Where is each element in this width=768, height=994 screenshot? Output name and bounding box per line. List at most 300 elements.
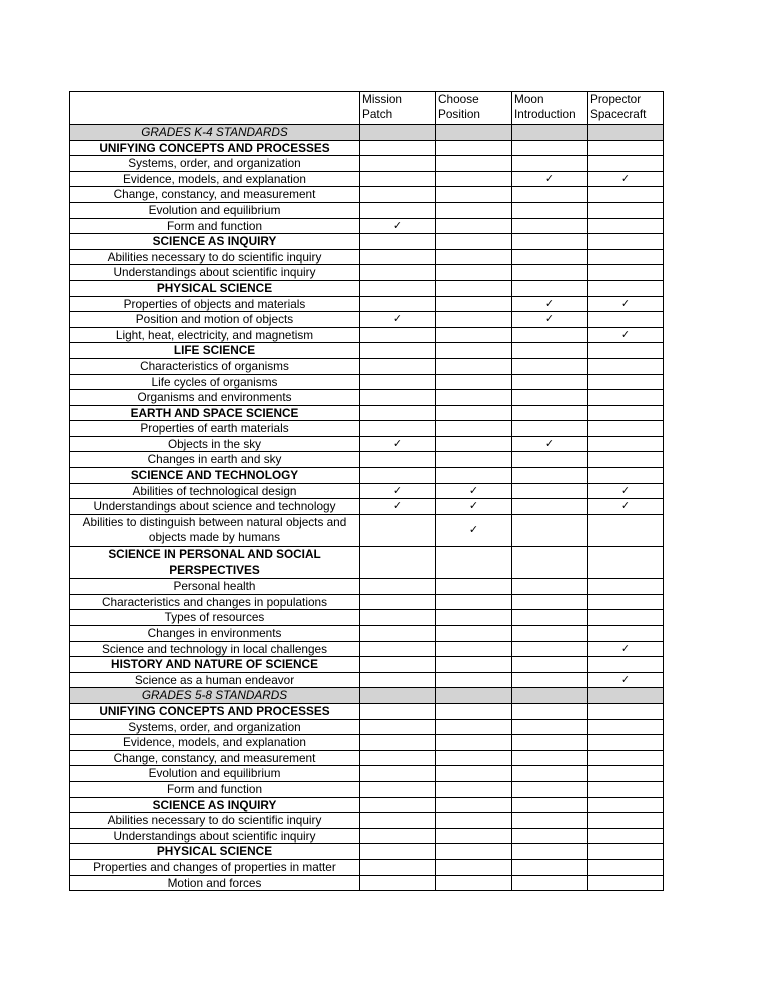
check-cell xyxy=(360,421,436,437)
check-cell xyxy=(360,688,436,704)
check-cell xyxy=(588,171,664,187)
check-cell xyxy=(360,781,436,797)
check-cell xyxy=(436,140,512,156)
standard-row xyxy=(70,735,664,751)
check-cell xyxy=(360,547,436,579)
check-cell xyxy=(512,828,588,844)
standard-label: Form and function xyxy=(70,781,360,797)
standard-label: GRADES K-4 STANDARDS xyxy=(70,125,360,141)
check-cell xyxy=(360,156,436,172)
check-cell xyxy=(512,125,588,141)
check-cell xyxy=(436,468,512,484)
check-cell xyxy=(512,312,588,328)
standards-table xyxy=(69,91,664,891)
standard-label: SCIENCE AND TECHNOLOGY xyxy=(70,468,360,484)
check-cell xyxy=(512,750,588,766)
standard-label: Evolution and equilibrium xyxy=(70,202,360,218)
check-cell xyxy=(360,187,436,203)
standard-label: UNIFYING CONCEPTS AND PROCESSES xyxy=(70,140,360,156)
check-icon: ✓ xyxy=(544,296,555,310)
category-row xyxy=(70,547,664,579)
check-cell xyxy=(588,483,664,499)
check-cell xyxy=(436,703,512,719)
check-cell xyxy=(588,875,664,891)
check-cell xyxy=(588,781,664,797)
category-row xyxy=(70,234,664,250)
check-cell xyxy=(588,374,664,390)
check-cell xyxy=(436,641,512,657)
check-cell xyxy=(588,514,664,546)
check-cell xyxy=(436,405,512,421)
check-icon: ✓ xyxy=(620,641,631,655)
standard-label: Objects in the sky xyxy=(70,436,360,452)
check-cell xyxy=(512,280,588,296)
check-icon: ✓ xyxy=(392,499,403,513)
standard-label: Organisms and environments xyxy=(70,390,360,406)
check-cell xyxy=(588,657,664,673)
check-cell xyxy=(360,140,436,156)
standard-label: SCIENCE AS INQUIRY xyxy=(70,797,360,813)
check-cell xyxy=(588,547,664,579)
standard-row xyxy=(70,187,664,203)
check-cell xyxy=(436,766,512,782)
check-cell xyxy=(512,343,588,359)
check-cell xyxy=(512,688,588,704)
check-cell xyxy=(360,374,436,390)
check-cell xyxy=(512,735,588,751)
check-cell xyxy=(512,672,588,688)
check-cell xyxy=(588,202,664,218)
check-icon: ✓ xyxy=(392,218,403,232)
standard-label: Abilities necessary to do scientific inquiry xyxy=(70,249,360,265)
standard-row xyxy=(70,594,664,610)
check-cell xyxy=(588,390,664,406)
check-cell xyxy=(436,218,512,234)
check-cell xyxy=(588,249,664,265)
check-cell xyxy=(588,735,664,751)
category-row xyxy=(70,703,664,719)
check-cell xyxy=(436,688,512,704)
standard-row xyxy=(70,374,664,390)
check-cell xyxy=(588,813,664,829)
category-row xyxy=(70,468,664,484)
check-cell xyxy=(588,452,664,468)
standard-row xyxy=(70,626,664,642)
standard-row xyxy=(70,249,664,265)
check-cell xyxy=(360,719,436,735)
check-cell xyxy=(512,594,588,610)
check-cell xyxy=(436,390,512,406)
check-cell xyxy=(436,828,512,844)
check-cell xyxy=(360,844,436,860)
check-cell xyxy=(512,468,588,484)
check-cell xyxy=(588,436,664,452)
check-cell xyxy=(588,468,664,484)
check-cell xyxy=(588,844,664,860)
check-cell xyxy=(436,234,512,250)
standard-row xyxy=(70,514,664,546)
check-cell xyxy=(436,187,512,203)
check-cell xyxy=(436,594,512,610)
check-icon: ✓ xyxy=(468,523,479,537)
category-row xyxy=(70,844,664,860)
check-cell xyxy=(588,343,664,359)
check-cell xyxy=(436,547,512,579)
check-cell xyxy=(512,483,588,499)
check-cell xyxy=(588,859,664,875)
standard-label: Systems, order, and organization xyxy=(70,156,360,172)
check-cell xyxy=(512,327,588,343)
check-cell xyxy=(512,641,588,657)
check-cell xyxy=(512,514,588,546)
standard-label: Evidence, models, and explanation xyxy=(70,171,360,187)
standard-row xyxy=(70,156,664,172)
check-cell xyxy=(512,766,588,782)
check-cell xyxy=(512,859,588,875)
standard-label: Science as a human endeavor xyxy=(70,672,360,688)
category-row xyxy=(70,280,664,296)
check-icon: ✓ xyxy=(392,483,403,497)
check-cell xyxy=(360,296,436,312)
check-cell xyxy=(436,579,512,595)
standard-label: Abilities to distinguish between natural objects and objects made by humans xyxy=(70,514,360,546)
category-row xyxy=(70,405,664,421)
standard-label: Understandings about scientific inquiry xyxy=(70,828,360,844)
check-cell xyxy=(512,296,588,312)
standard-label: Changes in environments xyxy=(70,626,360,642)
check-cell xyxy=(512,249,588,265)
check-cell xyxy=(436,672,512,688)
check-cell xyxy=(360,859,436,875)
standard-row xyxy=(70,296,664,312)
check-cell xyxy=(588,766,664,782)
check-cell xyxy=(436,735,512,751)
standard-label: EARTH AND SPACE SCIENCE xyxy=(70,405,360,421)
check-cell xyxy=(512,875,588,891)
check-cell xyxy=(588,719,664,735)
standard-row xyxy=(70,483,664,499)
check-cell xyxy=(588,499,664,515)
column-header-choose-position: Choose Position xyxy=(436,92,512,125)
check-icon: ✓ xyxy=(468,483,479,497)
standard-label: Properties and changes of properties in matter xyxy=(70,859,360,875)
check-icon: ✓ xyxy=(620,483,631,497)
check-cell xyxy=(436,280,512,296)
check-cell xyxy=(360,735,436,751)
standard-label: SCIENCE IN PERSONAL AND SOCIAL PERSPECTIVES xyxy=(70,547,360,579)
check-cell xyxy=(512,265,588,281)
check-cell xyxy=(360,514,436,546)
check-cell xyxy=(436,781,512,797)
standard-label: Characteristics and changes in populations xyxy=(70,594,360,610)
standard-label: Evolution and equilibrium xyxy=(70,766,360,782)
check-cell xyxy=(588,296,664,312)
check-cell xyxy=(360,202,436,218)
grade-band-row xyxy=(70,125,664,141)
check-cell xyxy=(588,265,664,281)
standard-row xyxy=(70,452,664,468)
standard-row xyxy=(70,875,664,891)
standard-row xyxy=(70,672,664,688)
check-cell xyxy=(512,140,588,156)
check-cell xyxy=(436,452,512,468)
check-cell xyxy=(512,202,588,218)
check-cell xyxy=(360,626,436,642)
check-cell xyxy=(512,405,588,421)
check-cell xyxy=(360,452,436,468)
check-icon: ✓ xyxy=(544,312,555,326)
check-cell xyxy=(436,312,512,328)
check-cell xyxy=(436,499,512,515)
standard-row xyxy=(70,202,664,218)
standard-label: Understandings about scientific inquiry xyxy=(70,265,360,281)
header-blank-cell xyxy=(70,92,360,125)
check-cell xyxy=(512,218,588,234)
check-icon: ✓ xyxy=(620,499,631,513)
check-cell xyxy=(360,280,436,296)
check-cell xyxy=(588,672,664,688)
check-icon: ✓ xyxy=(620,171,631,185)
check-cell xyxy=(436,327,512,343)
check-icon: ✓ xyxy=(392,312,403,326)
standard-row xyxy=(70,358,664,374)
standard-row xyxy=(70,265,664,281)
check-cell xyxy=(512,626,588,642)
check-cell xyxy=(360,672,436,688)
check-cell xyxy=(360,875,436,891)
category-row xyxy=(70,657,664,673)
check-cell xyxy=(436,202,512,218)
standard-label: Abilities of technological design xyxy=(70,483,360,499)
check-cell xyxy=(512,421,588,437)
standard-label: HISTORY AND NATURE OF SCIENCE xyxy=(70,657,360,673)
check-cell xyxy=(588,405,664,421)
check-cell xyxy=(436,358,512,374)
column-header-moon-introduction: Moon Introduction xyxy=(512,92,588,125)
check-cell xyxy=(436,813,512,829)
check-cell xyxy=(360,327,436,343)
check-cell xyxy=(512,452,588,468)
check-cell xyxy=(588,797,664,813)
check-cell xyxy=(588,125,664,141)
check-cell xyxy=(588,187,664,203)
check-cell xyxy=(512,234,588,250)
standard-label: Characteristics of organisms xyxy=(70,358,360,374)
check-cell xyxy=(436,265,512,281)
standard-row xyxy=(70,327,664,343)
check-icon: ✓ xyxy=(620,672,631,686)
check-cell xyxy=(512,703,588,719)
check-cell xyxy=(360,641,436,657)
standard-row xyxy=(70,828,664,844)
standard-row xyxy=(70,579,664,595)
check-cell xyxy=(436,483,512,499)
standard-label: Abilities necessary to do scientific inquiry xyxy=(70,813,360,829)
check-cell xyxy=(360,703,436,719)
check-cell xyxy=(360,405,436,421)
check-cell xyxy=(512,499,588,515)
check-cell xyxy=(588,234,664,250)
standard-label: Motion and forces xyxy=(70,875,360,891)
check-cell xyxy=(512,358,588,374)
standard-label: Types of resources xyxy=(70,610,360,626)
check-cell xyxy=(436,719,512,735)
check-cell xyxy=(360,343,436,359)
check-cell xyxy=(360,797,436,813)
column-header-mission-patch: Mission Patch xyxy=(360,92,436,125)
check-icon: ✓ xyxy=(544,436,555,450)
check-cell xyxy=(588,218,664,234)
check-cell xyxy=(360,813,436,829)
check-cell xyxy=(512,657,588,673)
check-cell xyxy=(588,421,664,437)
check-cell xyxy=(588,140,664,156)
check-cell xyxy=(512,781,588,797)
check-cell xyxy=(360,358,436,374)
check-cell xyxy=(588,688,664,704)
check-cell xyxy=(360,828,436,844)
check-cell xyxy=(360,657,436,673)
check-cell xyxy=(436,875,512,891)
check-cell xyxy=(512,171,588,187)
check-cell xyxy=(360,265,436,281)
check-cell xyxy=(360,594,436,610)
standard-row xyxy=(70,859,664,875)
check-cell xyxy=(512,813,588,829)
standard-row xyxy=(70,781,664,797)
check-cell xyxy=(512,719,588,735)
check-icon: ✓ xyxy=(544,171,555,185)
standard-row xyxy=(70,218,664,234)
check-cell xyxy=(360,390,436,406)
check-cell xyxy=(588,626,664,642)
check-cell xyxy=(436,421,512,437)
check-cell xyxy=(360,218,436,234)
standard-row xyxy=(70,750,664,766)
standard-label: Changes in earth and sky xyxy=(70,452,360,468)
check-cell xyxy=(588,594,664,610)
check-cell xyxy=(512,436,588,452)
check-cell xyxy=(512,374,588,390)
standard-label: Change, constancy, and measurement xyxy=(70,187,360,203)
check-cell xyxy=(512,797,588,813)
check-cell xyxy=(360,436,436,452)
check-cell xyxy=(436,797,512,813)
check-cell xyxy=(588,703,664,719)
standards-rows xyxy=(70,125,664,891)
check-cell xyxy=(360,579,436,595)
check-cell xyxy=(360,249,436,265)
standard-row xyxy=(70,312,664,328)
check-cell xyxy=(588,358,664,374)
standard-label: Life cycles of organisms xyxy=(70,374,360,390)
header-row xyxy=(70,92,664,125)
check-cell xyxy=(436,343,512,359)
standard-label: Systems, order, and organization xyxy=(70,719,360,735)
check-cell xyxy=(588,280,664,296)
check-cell xyxy=(436,125,512,141)
check-cell xyxy=(512,844,588,860)
check-cell xyxy=(436,610,512,626)
standard-row xyxy=(70,813,664,829)
check-cell xyxy=(588,327,664,343)
check-cell xyxy=(512,156,588,172)
standard-label: SCIENCE AS INQUIRY xyxy=(70,234,360,250)
standard-label: LIFE SCIENCE xyxy=(70,343,360,359)
standard-label: UNIFYING CONCEPTS AND PROCESSES xyxy=(70,703,360,719)
grade-band-row xyxy=(70,688,664,704)
standard-row xyxy=(70,719,664,735)
standard-label: Evidence, models, and explanation xyxy=(70,735,360,751)
standard-label: PHYSICAL SCIENCE xyxy=(70,280,360,296)
check-cell xyxy=(512,610,588,626)
column-header-propector-spacecraft: Propector Spacecraft xyxy=(588,92,664,125)
check-cell xyxy=(588,828,664,844)
standard-row xyxy=(70,766,664,782)
check-cell xyxy=(360,234,436,250)
check-cell xyxy=(512,187,588,203)
standard-label: GRADES 5-8 STANDARDS xyxy=(70,688,360,704)
check-cell xyxy=(436,156,512,172)
standard-label: Personal health xyxy=(70,579,360,595)
standard-label: Properties of objects and materials xyxy=(70,296,360,312)
standard-label: Properties of earth materials xyxy=(70,421,360,437)
standard-label: Understandings about science and technology xyxy=(70,499,360,515)
check-cell xyxy=(360,610,436,626)
standard-label: Science and technology in local challenges xyxy=(70,641,360,657)
check-cell xyxy=(360,499,436,515)
check-cell xyxy=(436,296,512,312)
standard-row xyxy=(70,610,664,626)
check-cell xyxy=(436,657,512,673)
check-cell xyxy=(436,514,512,546)
standard-label: Light, heat, electricity, and magnetism xyxy=(70,327,360,343)
check-cell xyxy=(588,312,664,328)
standard-row xyxy=(70,171,664,187)
category-row xyxy=(70,797,664,813)
check-icon: ✓ xyxy=(392,436,403,450)
standard-row xyxy=(70,641,664,657)
standard-label: PHYSICAL SCIENCE xyxy=(70,844,360,860)
check-cell xyxy=(360,750,436,766)
check-icon: ✓ xyxy=(468,499,479,513)
category-row xyxy=(70,343,664,359)
check-cell xyxy=(436,171,512,187)
standard-row xyxy=(70,390,664,406)
check-cell xyxy=(436,626,512,642)
check-cell xyxy=(436,436,512,452)
check-cell xyxy=(588,156,664,172)
check-icon: ✓ xyxy=(620,296,631,310)
check-cell xyxy=(588,610,664,626)
check-cell xyxy=(360,483,436,499)
standard-row xyxy=(70,421,664,437)
standard-row xyxy=(70,499,664,515)
check-cell xyxy=(512,390,588,406)
check-cell xyxy=(436,249,512,265)
standard-row xyxy=(70,436,664,452)
check-cell xyxy=(360,468,436,484)
check-cell xyxy=(436,750,512,766)
check-cell xyxy=(512,579,588,595)
check-cell xyxy=(436,844,512,860)
check-cell xyxy=(588,579,664,595)
check-cell xyxy=(436,859,512,875)
standard-label: Change, constancy, and measurement xyxy=(70,750,360,766)
check-cell xyxy=(360,171,436,187)
check-cell xyxy=(436,374,512,390)
check-icon: ✓ xyxy=(620,327,631,341)
